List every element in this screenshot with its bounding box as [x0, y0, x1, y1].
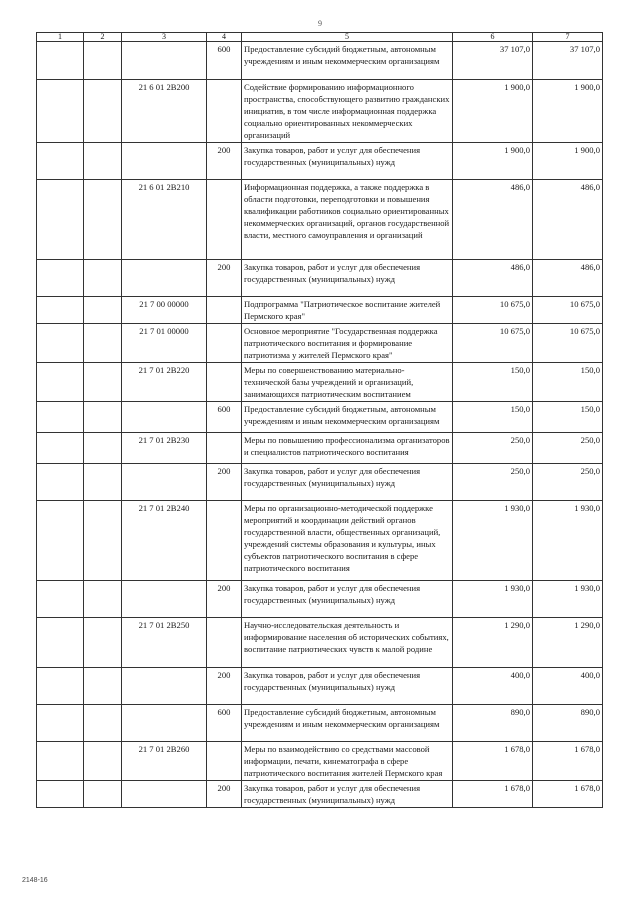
cell-amount-col-6: 37 107,0 — [453, 42, 533, 80]
cell-expense-type: 200 — [207, 260, 242, 297]
column-header: 1 — [37, 33, 84, 42]
cell-amount-col-6: 1 678,0 — [453, 742, 533, 781]
cell-name: Содействие формированию информационного пространства, способствующего развитию гражданских инициатив, в том числе информационная поддержка социально ориентированных некоммерческих организаций — [242, 80, 453, 143]
cell-amount-col-7: 10 675,0 — [533, 297, 603, 324]
cell-amount-col-7: 250,0 — [533, 464, 603, 501]
cell-target-article: 21 7 01 2В240 — [122, 501, 207, 581]
cell-col-2 — [84, 705, 122, 742]
cell-col-1 — [37, 80, 84, 143]
cell-expense-type — [207, 363, 242, 402]
cell-target-article: 21 7 00 00000 — [122, 297, 207, 324]
cell-col-1 — [37, 581, 84, 618]
cell-name: Предоставление субсидий бюджетным, автономным учреждениям и иным некоммерческим организациям — [242, 705, 453, 742]
cell-col-2 — [84, 402, 122, 433]
cell-expense-type — [207, 80, 242, 143]
cell-name: Закупка товаров, работ и услуг для обеспечения государственных (муниципальных) нужд — [242, 464, 453, 501]
cell-target-article — [122, 42, 207, 80]
cell-amount-col-7: 10 675,0 — [533, 324, 603, 363]
cell-target-article — [122, 705, 207, 742]
cell-col-1 — [37, 297, 84, 324]
cell-col-2 — [84, 363, 122, 402]
cell-amount-col-6: 400,0 — [453, 668, 533, 705]
cell-amount-col-7: 1 930,0 — [533, 581, 603, 618]
cell-col-2 — [84, 324, 122, 363]
cell-amount-col-6: 1 930,0 — [453, 501, 533, 581]
cell-amount-col-7: 150,0 — [533, 363, 603, 402]
table-row — [37, 143, 603, 180]
cell-name: Меры по организационно-методической поддержке мероприятий и координации действий органов государственной власти, общественных организаций, учреждений системы образования и культуры, иных субъектов патриотического воспитания в сфере патриотического воспитания — [242, 501, 453, 581]
cell-col-2 — [84, 464, 122, 501]
cell-amount-col-7: 1 900,0 — [533, 80, 603, 143]
cell-amount-col-7: 37 107,0 — [533, 42, 603, 80]
cell-amount-col-6: 1 290,0 — [453, 618, 533, 668]
cell-name: Меры по взаимодействию со средствами массовой информации, печати, кинематографа в сфере патриотического воспитания жителей Пермского края — [242, 742, 453, 781]
cell-col-2 — [84, 297, 122, 324]
cell-target-article — [122, 260, 207, 297]
cell-expense-type — [207, 297, 242, 324]
cell-name: Основное мероприятие "Государственная поддержка патриотического воспитания и формирование патриотизма у жителей Пермского края" — [242, 324, 453, 363]
table-row — [37, 618, 603, 668]
cell-col-1 — [37, 705, 84, 742]
cell-col-1 — [37, 363, 84, 402]
cell-name: Подпрограмма "Патриотическое воспитание жителей Пермского края" — [242, 297, 453, 324]
cell-col-2 — [84, 581, 122, 618]
cell-amount-col-6: 1 900,0 — [453, 143, 533, 180]
cell-expense-type: 200 — [207, 581, 242, 618]
cell-name: Закупка товаров, работ и услуг для обеспечения государственных (муниципальных) нужд — [242, 260, 453, 297]
cell-target-article: 21 7 01 2В220 — [122, 363, 207, 402]
table-row — [37, 668, 603, 705]
cell-target-article: 21 7 01 2В250 — [122, 618, 207, 668]
cell-col-2 — [84, 143, 122, 180]
cell-amount-col-7: 486,0 — [533, 180, 603, 260]
cell-target-article — [122, 581, 207, 618]
cell-amount-col-7: 400,0 — [533, 668, 603, 705]
table-row — [37, 260, 603, 297]
cell-name: Закупка товаров, работ и услуг для обеспечения государственных (муниципальных) нужд — [242, 143, 453, 180]
cell-amount-col-6: 10 675,0 — [453, 324, 533, 363]
cell-amount-col-6: 150,0 — [453, 363, 533, 402]
table-row — [37, 80, 603, 143]
cell-name: Закупка товаров, работ и услуг для обеспечения государственных (муниципальных) нужд — [242, 781, 453, 808]
cell-expense-type: 200 — [207, 668, 242, 705]
cell-name: Меры по совершенствованию материально-технической базы учреждений и организаций, занимающихся патриотическим воспитанием — [242, 363, 453, 402]
cell-amount-col-7: 1 678,0 — [533, 742, 603, 781]
cell-expense-type — [207, 501, 242, 581]
cell-amount-col-6: 250,0 — [453, 464, 533, 501]
column-header: 4 — [207, 33, 242, 42]
budget-table — [36, 32, 603, 808]
cell-col-1 — [37, 143, 84, 180]
cell-target-article: 21 7 01 2В260 — [122, 742, 207, 781]
cell-col-2 — [84, 42, 122, 80]
cell-col-1 — [37, 618, 84, 668]
cell-col-2 — [84, 501, 122, 581]
table-row — [37, 705, 603, 742]
cell-col-1 — [37, 501, 84, 581]
cell-amount-col-6: 250,0 — [453, 433, 533, 464]
cell-amount-col-7: 1 678,0 — [533, 781, 603, 808]
cell-expense-type: 200 — [207, 464, 242, 501]
cell-target-article: 21 7 01 00000 — [122, 324, 207, 363]
cell-amount-col-7: 250,0 — [533, 433, 603, 464]
cell-col-2 — [84, 180, 122, 260]
cell-expense-type: 600 — [207, 402, 242, 433]
cell-col-1 — [37, 42, 84, 80]
column-header: 5 — [242, 33, 453, 42]
cell-target-article — [122, 668, 207, 705]
cell-expense-type — [207, 180, 242, 260]
table-row — [37, 180, 603, 260]
cell-target-article — [122, 464, 207, 501]
cell-amount-col-7: 1 290,0 — [533, 618, 603, 668]
cell-col-2 — [84, 433, 122, 464]
column-header: 3 — [122, 33, 207, 42]
table-row — [37, 324, 603, 363]
table-row — [37, 742, 603, 781]
cell-name: Закупка товаров, работ и услуг для обеспечения государственных (муниципальных) нужд — [242, 668, 453, 705]
cell-name: Предоставление субсидий бюджетным, автономным учреждениям и иным некоммерческим организациям — [242, 42, 453, 80]
cell-target-article — [122, 143, 207, 180]
cell-amount-col-7: 890,0 — [533, 705, 603, 742]
cell-amount-col-6: 1 900,0 — [453, 80, 533, 143]
cell-col-2 — [84, 781, 122, 808]
cell-name: Научно-исследовательская деятельность и информирование населения об исторических событиях, воспитание патриотических чувств к малой родине — [242, 618, 453, 668]
cell-col-2 — [84, 618, 122, 668]
cell-col-2 — [84, 80, 122, 143]
cell-col-1 — [37, 742, 84, 781]
cell-expense-type — [207, 433, 242, 464]
cell-col-1 — [37, 464, 84, 501]
cell-amount-col-7: 150,0 — [533, 402, 603, 433]
column-number-row — [37, 33, 603, 42]
page-number: 9 — [318, 19, 322, 28]
cell-expense-type: 200 — [207, 781, 242, 808]
cell-amount-col-6: 10 675,0 — [453, 297, 533, 324]
table-body — [37, 42, 603, 808]
table-row — [37, 42, 603, 80]
cell-amount-col-6: 486,0 — [453, 180, 533, 260]
cell-target-article — [122, 402, 207, 433]
cell-expense-type — [207, 324, 242, 363]
cell-col-1 — [37, 324, 84, 363]
cell-target-article: 21 7 01 2В230 — [122, 433, 207, 464]
table-row — [37, 297, 603, 324]
cell-amount-col-6: 150,0 — [453, 402, 533, 433]
cell-amount-col-6: 486,0 — [453, 260, 533, 297]
cell-col-2 — [84, 742, 122, 781]
cell-col-1 — [37, 402, 84, 433]
cell-col-1 — [37, 260, 84, 297]
cell-name: Закупка товаров, работ и услуг для обеспечения государственных (муниципальных) нужд — [242, 581, 453, 618]
cell-col-1 — [37, 433, 84, 464]
cell-amount-col-6: 1 930,0 — [453, 581, 533, 618]
table-row — [37, 581, 603, 618]
table-row — [37, 781, 603, 808]
table-row — [37, 433, 603, 464]
cell-expense-type: 200 — [207, 143, 242, 180]
table-row — [37, 363, 603, 402]
cell-name: Предоставление субсидий бюджетным, автономным учреждениям и иным некоммерческим организациям — [242, 402, 453, 433]
column-header: 7 — [533, 33, 603, 42]
cell-col-1 — [37, 668, 84, 705]
table-row — [37, 501, 603, 581]
cell-target-article: 21 6 01 2В200 — [122, 80, 207, 143]
cell-expense-type — [207, 742, 242, 781]
cell-expense-type: 600 — [207, 42, 242, 80]
cell-target-article: 21 6 01 2В210 — [122, 180, 207, 260]
cell-amount-col-7: 1 930,0 — [533, 501, 603, 581]
cell-target-article — [122, 781, 207, 808]
cell-col-1 — [37, 180, 84, 260]
cell-amount-col-6: 890,0 — [453, 705, 533, 742]
cell-expense-type — [207, 618, 242, 668]
table-row — [37, 464, 603, 501]
cell-name: Информационная поддержка, а также поддержка в области подготовки, переподготовки и повышения квалификации работников социально ориентированных некоммерческих организаций, органов государственной власти, местного самоуправления и организаций — [242, 180, 453, 260]
cell-col-2 — [84, 668, 122, 705]
cell-col-2 — [84, 260, 122, 297]
cell-expense-type: 600 — [207, 705, 242, 742]
cell-name: Меры по повышению профессионализма организаторов и специалистов патриотического воспитания — [242, 433, 453, 464]
document-stamp: 2148-16 — [22, 877, 48, 884]
column-header: 6 — [453, 33, 533, 42]
table-row — [37, 402, 603, 433]
cell-col-1 — [37, 781, 84, 808]
cell-amount-col-7: 486,0 — [533, 260, 603, 297]
column-header: 2 — [84, 33, 122, 42]
cell-amount-col-6: 1 678,0 — [453, 781, 533, 808]
cell-amount-col-7: 1 900,0 — [533, 143, 603, 180]
